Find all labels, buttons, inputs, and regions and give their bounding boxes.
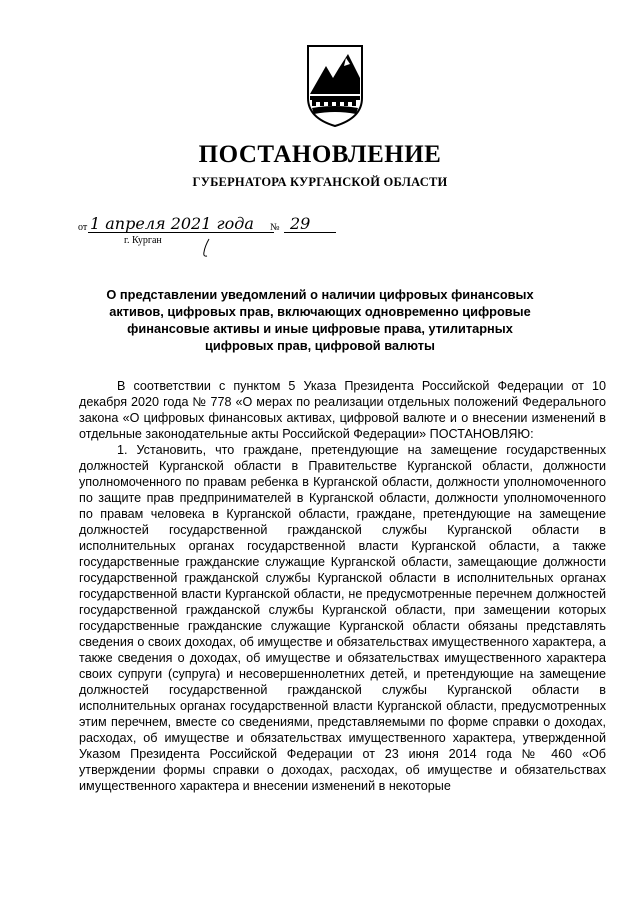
paragraph-preamble: В соответствии с пунктом 5 Указа Президента Российской Федерации от 10 декабря 2020 года № 778 «О мерах по реализации отдельных положений Федерального закона «О цифровых финансовых активах, цифровой валюте и о внесении изменений в отдельные законодательные акты Российской Федерации» ПОСТАНОВЛЯЮ: [79,379,606,441]
dateline [72,214,372,254]
paragraph-item-1: 1. Установить, что граждане, претендующие на замещение государственных должностей Курганской области в Правительстве Курганской области, должности уполномоченного по правам ребенка в Курганской области, должности уполномоченного по защите прав предпринимателей в Курганской области, должности уполномоченного по правам человека в Курганской области, граждане, претендующие на замещение должностей государственной гражданской службы Курганской области в исполнительных органах государственной власти Курганской области, а также государственные гражданские служащие Курганской области, замещающие должности государственной гражданской службы Курганской области в исполнительных органах государственной власти Курганской области, не предусмотренные перечнем должностей государственной гражданской службы Курганской области, при замещении которых государственные гражданские служащие Курганской области обязаны представлять сведения о своих доходах, об имуществе и обязательствах имущественного характера, а также сведения о доходах, об имуществе и обязательствах имущественного характера своих супруги (супруга) и несовершеннолетних детей, и претендующие на замещение должностей государственной гражданской службы Курганской области в исполнительных органах государственной власти Курганской области, предусмотренных этим перечнем, вместе со сведениями, представляемыми по форме справки о доходах, расходах, об имуществе и обязательствах имущественного характера, утвержденной Указом Президента Российской Федерации от 23 июня 2014 года № 460 «Об утверждении формы справки о доходах, расходах, об имуществе и обязательствах имущественного характера и внесении изменений в некоторые [79,443,606,793]
document-body [79,378,606,794]
document-heading: О представлении уведомлений о наличии цифровых финансовых активов, цифровых прав, включающих одновременно цифровые финансовые активы и иные цифровые права, утилитарных цифровых прав, цифровой валюты [106,287,534,353]
document-title: ПОСТАНОВЛЕНИЕ [198,141,442,168]
handwritten-date: 1 апреля 2021 года [90,214,254,233]
coat-of-arms-icon [306,44,364,128]
issuer-subtitle: ГУБЕРНАТОРА КУРГАНСКОЙ ОБЛАСТИ [192,175,448,189]
handwriting-stroke [200,238,212,258]
number-label: № [270,222,280,233]
handwritten-number: 29 [290,214,311,233]
date-underline [88,232,274,233]
from-label: от [78,222,88,233]
city-label: г. Курган [124,235,162,246]
number-underline [284,232,336,233]
